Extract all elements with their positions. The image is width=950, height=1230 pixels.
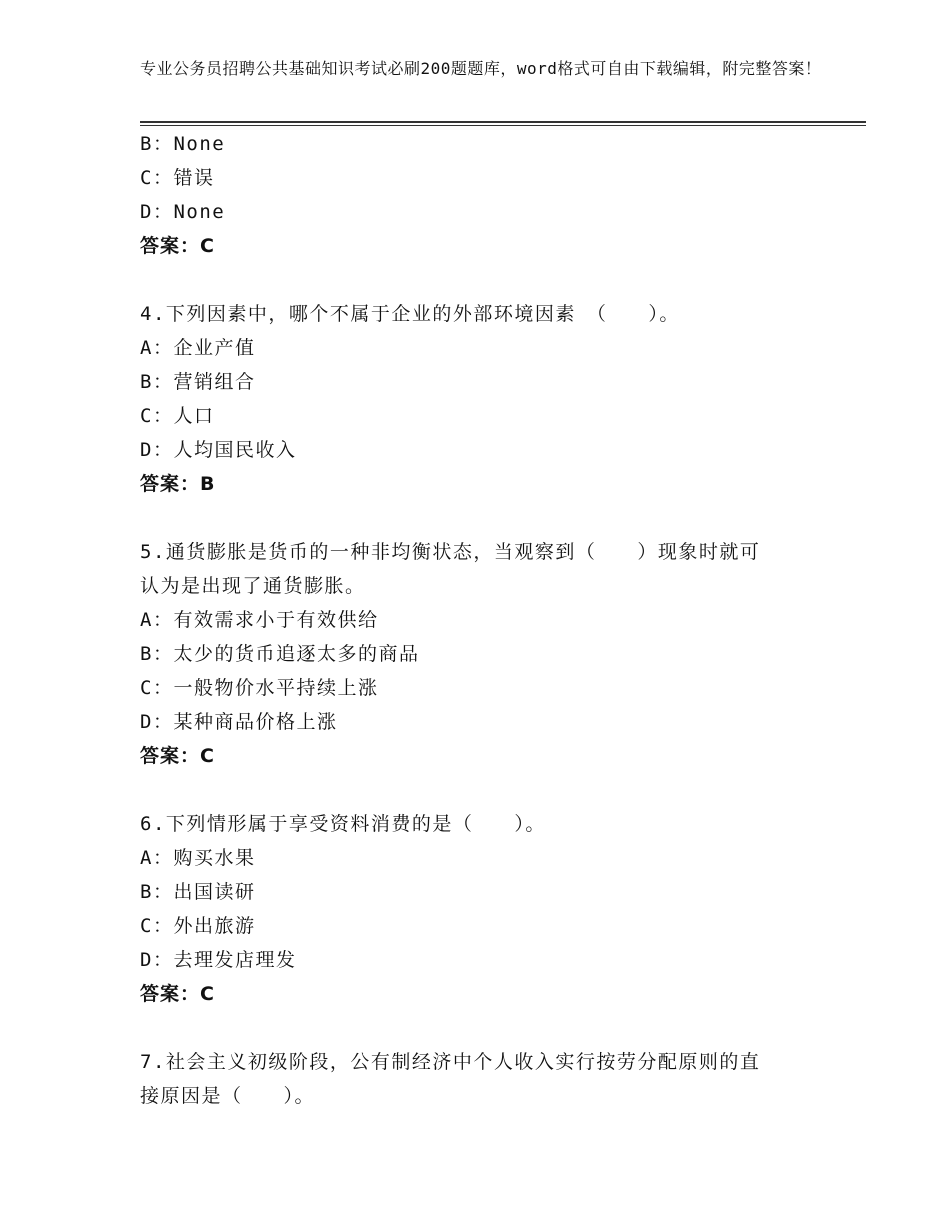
question-6-block [140, 807, 820, 1011]
page-header [140, 58, 830, 80]
q3-option-d: D：None [140, 201, 226, 223]
q3-answer: 答案：C [140, 235, 215, 257]
spacer [140, 773, 820, 807]
q5-stem-line-2: 认为是出现了通货膨胀。 [140, 575, 366, 597]
q4-option-a: A：企业产值 [140, 337, 256, 359]
q4-option-c: C：人口 [140, 405, 215, 427]
q4-option-d: D：人均国民收入 [140, 439, 297, 461]
q5-answer: 答案：C [140, 745, 215, 767]
q7-stem-line-2: 接原因是（ ）。 [140, 1085, 316, 1107]
question-list [140, 127, 820, 1113]
q6-option-c: C：外出旅游 [140, 915, 256, 937]
q5-stem-line-1: 5.通货膨胀是货币的一种非均衡状态，当观察到（ ）现象时就可 [140, 541, 761, 563]
header-rule-thin [140, 125, 866, 126]
question-5-block [140, 535, 820, 773]
header-rule-thick [140, 121, 866, 123]
q6-option-b: B：出国读研 [140, 881, 256, 903]
question-3-block [140, 127, 820, 263]
q6-answer: 答案：C [140, 983, 215, 1005]
q5-option-c: C：一般物价水平持续上涨 [140, 677, 379, 699]
q6-stem: 6.下列情形属于享受资料消费的是（ ）。 [140, 813, 546, 835]
q5-option-a: A：有效需求小于有效供给 [140, 609, 379, 631]
question-4-block [140, 297, 820, 501]
q4-answer: 答案：B [140, 473, 216, 495]
spacer [140, 263, 820, 297]
question-7-block [140, 1045, 820, 1113]
spacer [140, 1011, 820, 1045]
q5-option-d: D：某种商品价格上涨 [140, 711, 338, 733]
q6-option-a: A：购买水果 [140, 847, 256, 869]
q5-option-b: B：太少的货币追逐太多的商品 [140, 643, 420, 665]
q3-option-b: B：None [140, 133, 226, 155]
q6-option-d: D：去理发店理发 [140, 949, 297, 971]
spacer [140, 501, 820, 535]
q4-stem: 4.下列因素中，哪个不属于企业的外部环境因素 （ ）。 [140, 303, 680, 325]
q3-option-c: C：错误 [140, 167, 215, 189]
q4-option-b: B：营销组合 [140, 371, 256, 393]
header-text: 专业公务员招聘公共基础知识考试必刷200题题库，word格式可自由下载编辑，附完整答案！ [140, 59, 822, 78]
q7-stem-line-1: 7.社会主义初级阶段，公有制经济中个人收入实行按劳分配原则的直 [140, 1051, 761, 1073]
